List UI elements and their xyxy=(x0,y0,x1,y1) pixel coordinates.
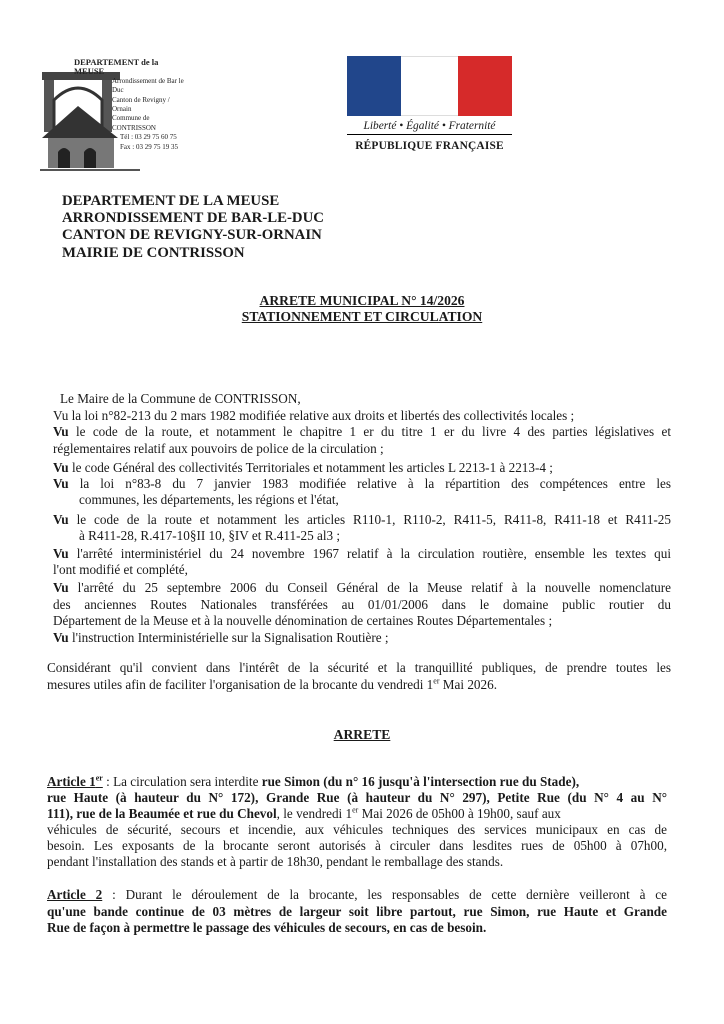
logo-line-commune: Commune de CONTRISSON xyxy=(112,114,156,132)
decree-subject-title: STATIONNEMENT ET CIRCULATION xyxy=(241,309,483,324)
vu-loi-83-8-cont: communes, les départements, les régions et l'état, xyxy=(79,492,339,507)
republic-motto: Liberté • Égalité • Fraternité xyxy=(347,120,512,135)
vu-word: Vu xyxy=(53,512,69,527)
vu-code-route-1 xyxy=(53,424,671,440)
vu-word: Vu xyxy=(53,424,69,439)
republic-name: RÉPUBLIQUE FRANÇAISE xyxy=(355,140,504,152)
vu-word: Vu xyxy=(53,408,69,423)
article1-streets: 111), rue de la Beaumée et rue du Chevol xyxy=(47,806,277,821)
considering-sup: er xyxy=(433,676,440,686)
vu-word: Vu xyxy=(53,580,69,595)
article1-rue-simon: rue Simon (du n° 16 jusqu'à l'intersection rue du Stade), xyxy=(261,774,580,789)
vu-arrete-2006 xyxy=(53,580,671,596)
vu-word: Vu xyxy=(53,460,69,475)
vu-text: l'arrêté interministériel du 24 novembre 1967 relatif à la circulation routière, ensemble les textes qui xyxy=(76,546,671,561)
article1-intro: : La circulation sera interdite xyxy=(102,774,262,789)
article1-line4: véhicules de sécurité, secours et incendie, aux véhicules techniques des services municipaux en cas de xyxy=(47,822,667,837)
commune-logo xyxy=(40,57,184,173)
mayor-intro: Le Maire de la Commune de CONTRISSON, xyxy=(60,391,301,406)
administrative-header xyxy=(62,193,324,262)
article1-date-sup: er xyxy=(352,805,359,815)
arrete-heading: ARRETE xyxy=(333,727,391,742)
vu-word: Vu xyxy=(53,546,69,561)
article2-intro: : Durant le déroulement de la brocante, les responsables de cette dernière veilleront à ce xyxy=(102,887,667,902)
vu-text: la loi n°83-8 du 7 janvier 1983 modifiée relative à la répartition des compétences entre les xyxy=(79,476,672,491)
logo-line-arrondissement: Arrondissement de Bar le Duc xyxy=(112,76,184,95)
vu-text: le code de la route et notamment les articles R110-1, R110-2, R411-5, R411-8, R411-18 et R411-25 xyxy=(76,512,671,527)
article1-hours: Mai 2026 de 05h00 à 19h00, sauf aux xyxy=(358,806,561,821)
marianne-flag-icon xyxy=(347,56,512,116)
article1-line2: rue Haute (à hauteur du N° 172), Grande Rue (à hauteur du N° 297), Petite Rue (du N° 4 au N° xyxy=(47,790,667,805)
vu-arrete-1967-cont: l'ont modifié et complété, xyxy=(53,562,188,577)
article1-line5: besoin. Les exposants de la brocante seront autorisés à circuler dans lesdites rues de 05h00 à 07h00, xyxy=(47,838,667,853)
vu-text: la loi n°82-213 du 2 mars 1982 modifiée relative aux droits et libertés des collectivités locales ; xyxy=(71,408,575,423)
article2-line1 xyxy=(47,887,667,903)
considering-text: mesures utiles afin de faciliter l'organisation de la brocante du vendredi 1 xyxy=(47,677,434,692)
vu-arrete-2006-cont1: des anciennes Routes Nationales transférées au 01/01/2006 dans le domaine public routier du xyxy=(53,597,671,612)
vu-arrete-1967 xyxy=(53,546,671,562)
vu-instruction xyxy=(53,630,389,646)
header-department: DEPARTEMENT DE LA MEUSE xyxy=(62,193,280,209)
article1-label: Article 1er xyxy=(47,773,103,789)
article2-line2: qu'une bande continue de 03 mètres de largeur soit libre partout, rue Simon, rue Haute et Grande xyxy=(47,904,667,919)
decree-number-title: ARRETE MUNICIPAL N° 14/2026 xyxy=(259,293,465,308)
vu-loi-82-213 xyxy=(53,408,574,424)
vu-text: le code de la route, et notamment le chapitre 1 er du titre 1 er du livre 4 des parties législatives et xyxy=(75,424,671,439)
logo-line-department: DEPARTEMENT de la MEUSE xyxy=(74,57,159,77)
logo-line-fax: Fax : 03 29 75 19 35 xyxy=(120,142,178,151)
article1-line1 xyxy=(47,774,579,790)
vu-code-route-2-cont: à R411-28, R.417-10§II 10, §IV et R.411-25 al3 ; xyxy=(79,528,341,543)
considering-paragraph: Considérant qu'il convient dans l'intérêt de la sécurité et la tranquillité publiques, de prendre toutes les xyxy=(47,660,671,675)
considering-end: Mai 2026. xyxy=(439,677,498,692)
vu-text: le code Général des collectivités Territoriales et notamment les articles L 2213-1 à 2213-4 ; xyxy=(71,460,553,475)
considering-paragraph-cont xyxy=(47,677,497,693)
marianne-profile-icon xyxy=(347,56,512,116)
vu-text: l'arrêté du 25 septembre 2006 du Conseil Général de la Meuse relatif à la nouvelle nomenclature xyxy=(77,580,671,595)
article1-line3 xyxy=(47,806,561,822)
vu-word: Vu xyxy=(53,630,69,645)
vu-arrete-2006-cont2: Département de la Meuse et à la nouvelle dénomination de certaines Routes Départementales ; xyxy=(53,613,553,628)
logo-line-phone: Tél : 03 29 75 60 75 xyxy=(120,133,177,142)
vu-cgct xyxy=(53,460,553,476)
vu-code-route-2 xyxy=(53,512,671,528)
article1-date: , le vendredi 1 xyxy=(276,806,353,821)
republique-francaise-logo xyxy=(347,56,512,160)
vu-text: l'instruction Interministérielle sur la Signalisation Routière ; xyxy=(71,630,389,645)
vu-loi-83-8 xyxy=(53,476,671,492)
header-mairie: MAIRIE DE CONTRISSON xyxy=(62,244,245,261)
vu-word: Vu xyxy=(53,476,69,491)
article2-line3: Rue de façon à permettre le passage des véhicules de secours, en cas de besoin. xyxy=(47,920,487,935)
article1-line6: pendant l'installation des stands et à partir de 18h30, pendant le remballage des stands. xyxy=(47,854,504,869)
logo-line-canton: Canton de Revigny / Ornain xyxy=(112,95,170,114)
article2-label: Article 2 xyxy=(47,887,103,902)
vu-code-route-1-cont: réglementaires relatif aux pouvoirs de police de la circulation ; xyxy=(53,441,384,456)
header-arrondissement: ARRONDISSEMENT DE BAR-LE-DUC xyxy=(62,210,324,227)
header-canton: CANTON DE REVIGNY-SUR-ORNAIN xyxy=(62,227,322,244)
